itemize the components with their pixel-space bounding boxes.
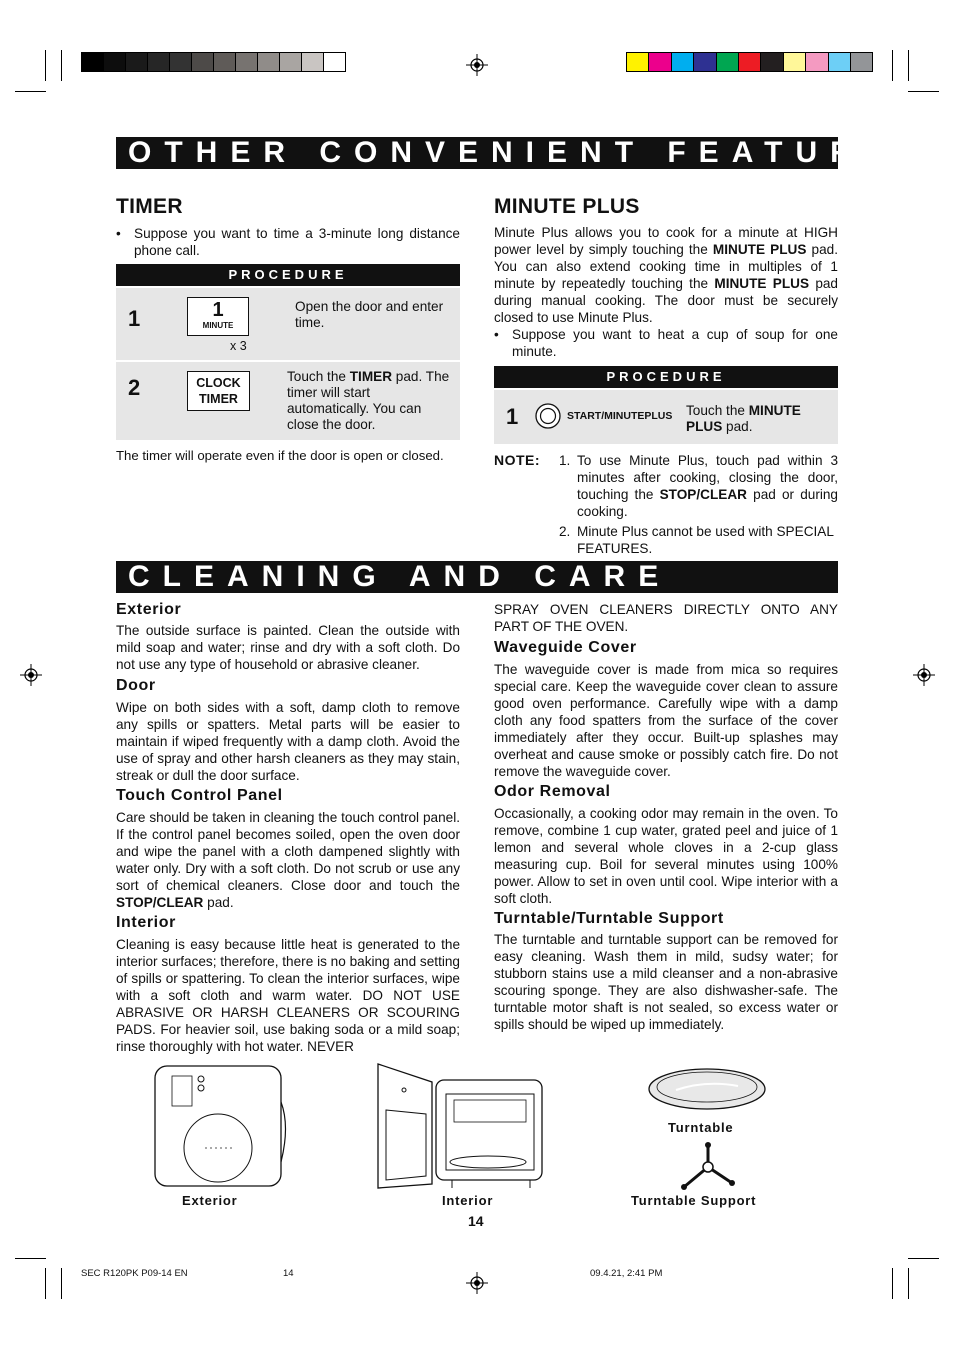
color-swatch bbox=[850, 52, 873, 72]
step-number: 1 bbox=[506, 404, 519, 429]
start-minuteplus-label: START/MINUTEPLUS bbox=[567, 410, 673, 422]
turntable-support-illustration bbox=[678, 1141, 738, 1193]
exterior-heading: Exterior bbox=[116, 601, 182, 618]
registration-mark-icon bbox=[466, 54, 488, 76]
note-1: To use Minute Plus, touch pad within 3 minutes after cooking, closing the door, touching the STOP/CLEAR pad or during cooking. bbox=[577, 453, 838, 519]
exterior-text: The outside surface is painted. Clean the outside with mild soap and water; rinse and dry with a soft cloth. Do not use any type of household or abrasive cleaner. bbox=[116, 623, 460, 672]
touch-panel-text: Care should be taken in cleaning the touch control panel. If the control panel becomes soiled, open the oven door and wipe the panel with a cloth dampened slightly with water only. Dry with a soft cloth. Do not scrub or use any sort of chemical cleaners. Close door and touch the STOP/CLEAR pad. bbox=[116, 810, 460, 910]
color-swatch bbox=[191, 52, 214, 72]
section-title-banner: CLEANING AND CARE bbox=[116, 561, 838, 593]
footer-date: 09.4.21, 2:41 PM bbox=[590, 1268, 663, 1279]
turntable-heading: Turntable/Turntable Support bbox=[494, 910, 724, 927]
page-number: 14 bbox=[468, 1213, 484, 1229]
color-swatch bbox=[805, 52, 828, 72]
color-swatch bbox=[648, 52, 671, 72]
turntable-caption: Turntable bbox=[668, 1120, 734, 1135]
door-heading: Door bbox=[116, 677, 156, 694]
step-text: Touch the TIMER pad. The timer will start automatically. You can close the door. bbox=[287, 369, 450, 432]
footer-page: 14 bbox=[283, 1268, 294, 1279]
color-swatch bbox=[213, 52, 236, 72]
minute-plus-procedure-label: PROCEDURE bbox=[494, 366, 838, 388]
turntable-illustration bbox=[646, 1066, 768, 1112]
color-swatch bbox=[626, 52, 649, 72]
color-swatch bbox=[738, 52, 761, 72]
start-button-icon[interactable] bbox=[535, 403, 561, 429]
color-swatch bbox=[760, 52, 783, 72]
timer-procedure-label: PROCEDURE bbox=[116, 264, 460, 286]
color-swatch bbox=[716, 52, 739, 72]
color-swatch bbox=[693, 52, 716, 72]
step-number: 2 bbox=[128, 375, 141, 400]
timer-bullet: • Suppose you want to time a 3-minute long distance phone call. bbox=[116, 226, 460, 258]
minute-plus-heading: MINUTE PLUS bbox=[494, 195, 640, 218]
color-swatch bbox=[323, 52, 346, 72]
color-swatch bbox=[257, 52, 280, 72]
door-text: Wipe on both sides with a soft, damp cloth to remove any spills or spatters. Metal parts will be easier to maintain if wiped frequently with a damp cloth. Avoid the use of spray and other harsh cleaners as they may stain, streak or dull the door surface. bbox=[116, 700, 460, 783]
registration-mark-icon bbox=[913, 664, 935, 686]
interior-caption: Interior bbox=[442, 1193, 494, 1208]
interior-heading: Interior bbox=[116, 914, 176, 931]
minute-plus-paragraph: Minute Plus allows you to cook for a minute at HIGH power level by simply touching the MINUTE PLUS pad. You can also extend cooking time in multiples of 1 minute by repeatedly touching the MINUTE PLUS pad during manual cooking. The door must be securely closed to use Minute Plus. bbox=[494, 225, 839, 325]
color-swatch bbox=[147, 52, 170, 72]
minute-plus-bullet: • Suppose you want to heat a cup of soup for one minute. bbox=[494, 327, 838, 359]
turntable-support-caption: Turntable Support bbox=[631, 1193, 757, 1208]
clock-timer-pad[interactable]: CLOCK TIMER bbox=[187, 371, 250, 411]
odor-text: Occasionally, a cooking odor may remain in the oven. To remove, combine 1 cup water, grated peel and juice of 1 lemon and several whole cloves in a 2-cup glass measuring cup. Boil for several minutes using 100% power. Allow to set in oven until cool. Wipe interior with a soft cloth. bbox=[494, 806, 838, 906]
color-swatch bbox=[301, 52, 324, 72]
color-swatch bbox=[235, 52, 258, 72]
color-swatch bbox=[125, 52, 148, 72]
color-swatch bbox=[103, 52, 126, 72]
turntable-text: The turntable and turntable support can be removed for easy cleaning. Wash them in mild, sudsy water; for stubborn stains use a mild cleanser and a non-abrasive scouring sponge. They are also dishwasher-safe. The turntable motor shaft is not sealed, so excess water or spills should be wiped up immediately. bbox=[494, 932, 838, 1032]
color-swatch bbox=[783, 52, 806, 72]
note-label: NOTE: bbox=[494, 452, 541, 468]
exterior-caption: Exterior bbox=[182, 1193, 238, 1208]
step-text: Touch the MINUTE PLUS pad. bbox=[686, 403, 801, 434]
registration-mark-icon bbox=[20, 664, 42, 686]
spray-continued-text: SPRAY OVEN CLEANERS DIRECTLY ONTO ANY PART OF THE OVEN. bbox=[494, 602, 838, 634]
footer-file: SEC R120PK P09-14 EN bbox=[81, 1268, 188, 1279]
note-2-number: 2. bbox=[559, 524, 571, 539]
note-2: Minute Plus cannot be used with SPECIAL FEATURES. bbox=[577, 524, 834, 556]
section-title-banner: OTHER CONVENIENT FEATURES bbox=[116, 137, 838, 169]
note-1-number: 1. bbox=[559, 453, 571, 468]
waveguide-heading: Waveguide Cover bbox=[494, 639, 637, 656]
oven-interior-illustration bbox=[370, 1060, 550, 1192]
oven-exterior-illustration bbox=[150, 1062, 290, 1190]
color-swatch bbox=[671, 52, 694, 72]
waveguide-text: The waveguide cover is made from mica so requires special care. Keep the waveguide cover clean to assure good oven performance. Carefully wipe with a damp cloth any food spatters from the surface of the cover immediately after they occur. Built-up splashes may overheat and cause smoke or possibly catch fire. Do not remove the waveguide cover. bbox=[494, 662, 838, 779]
timer-heading: TIMER bbox=[116, 195, 183, 218]
timer-note: The timer will operate even if the door is open or closed. bbox=[116, 448, 444, 463]
times-label: x 3 bbox=[230, 339, 247, 353]
touch-panel-heading: Touch Control Panel bbox=[116, 787, 283, 804]
color-swatch bbox=[81, 52, 104, 72]
color-swatch bbox=[828, 52, 851, 72]
step-number: 1 bbox=[128, 306, 141, 331]
registration-mark-icon bbox=[466, 1272, 488, 1294]
minute-pad[interactable]: 1 MINUTE bbox=[187, 297, 249, 336]
color-swatch bbox=[169, 52, 192, 72]
interior-text: Cleaning is easy because little heat is generated to the interior surfaces; therefore, there is no baking and setting of spills or spattering. To clean the interior surfaces, wipe with a soft cloth and warm water. DO NOT USE ABRASIVE OR HARSH CLEANERS OR SCOURING PADS. For heavier soil, use baking soda or a mild soap; rinse thoroughly with hot water. NEVER bbox=[116, 937, 460, 1054]
odor-heading: Odor Removal bbox=[494, 783, 611, 800]
step-text: Open the door and enter time. bbox=[295, 299, 444, 330]
color-swatch bbox=[279, 52, 302, 72]
